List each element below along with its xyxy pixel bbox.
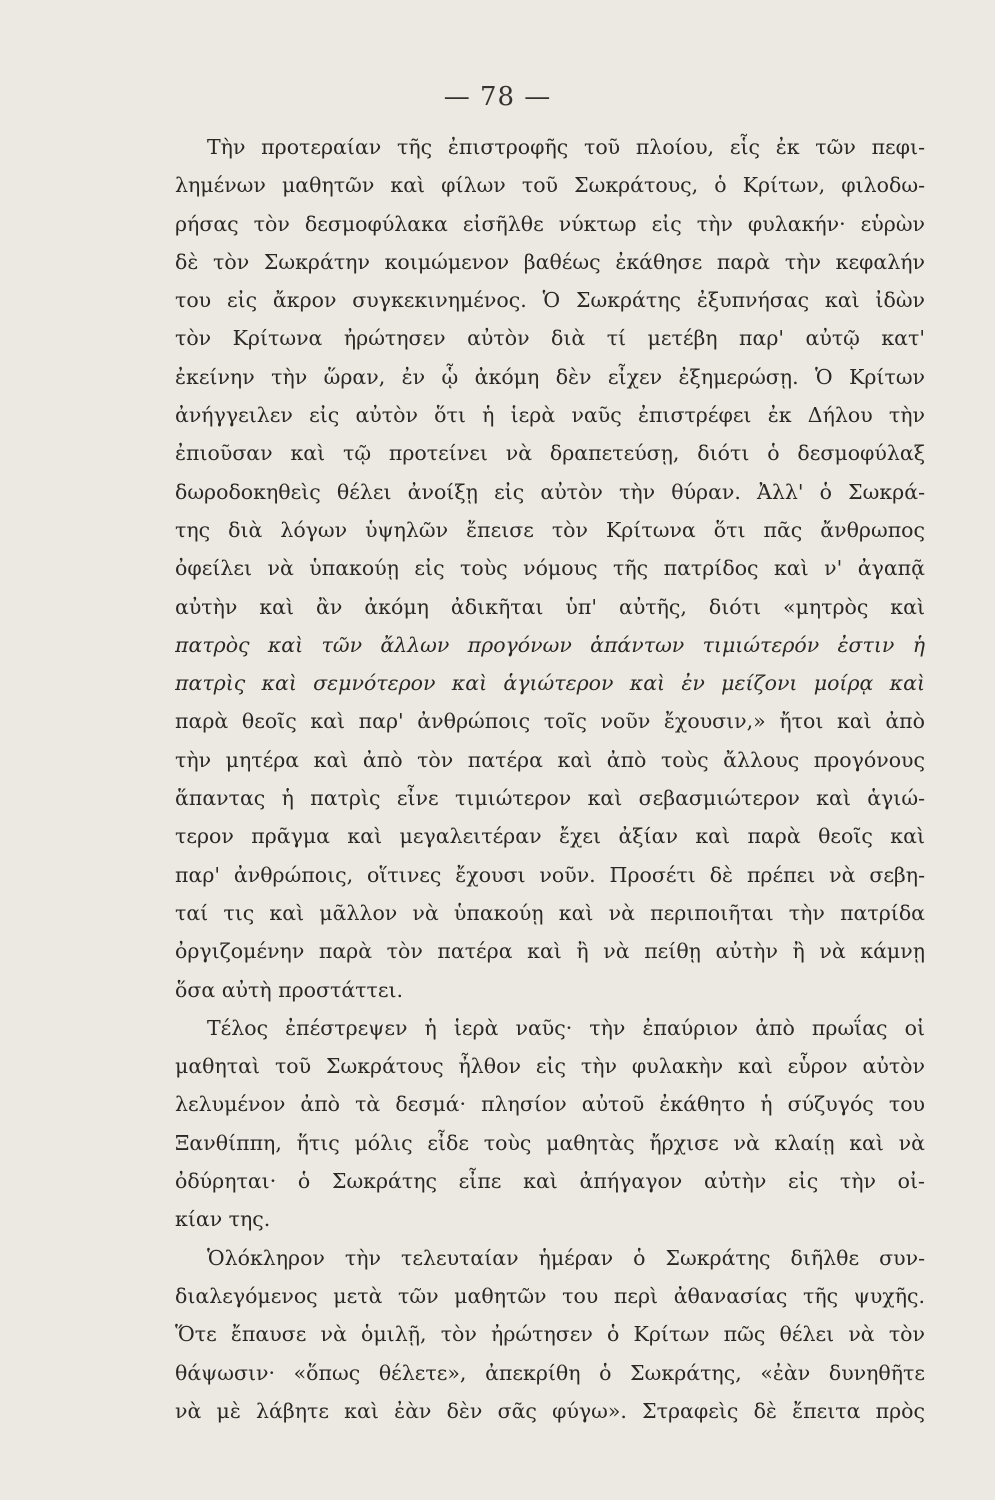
text-line: διαλεγόμενος μετὰ τῶν μαθητῶν του περὶ ἀθανασίας τῆς ψυχῆς.	[175, 1283, 925, 1308]
text-line: ὀδύρηται· ὁ Σωκράτης εἶπε καὶ ἀπήγαγον αὐτὴν εἰς τὴν οἰ-	[175, 1169, 925, 1194]
paragraph	[175, 1239, 925, 1430]
text-line: λελυμένον ἀπὸ τὰ δεσμά· πλησίον αὐτοῦ ἐκάθητο ἡ σύζυγός του	[175, 1092, 925, 1117]
paragraph	[175, 128, 925, 1009]
text-line: παρὰ θεοῖς καὶ παρ' ἀνθρώποις τοῖς νοῦν ἔχουσιν,» ἤτοι καὶ ἀπὸ	[175, 709, 925, 734]
text-line: νὰ μὲ λάβητε καὶ ἐὰν δὲν σᾶς φύγω». Στραφεὶς δὲ ἔπειτα πρὸς	[175, 1398, 925, 1423]
text-line: παρ' ἀνθρώποις, οἵτινες ἔχουσι νοῦν. Προσέτι δὲ πρέπει νὰ σεβη-	[175, 862, 925, 887]
text-line: κίαν της.	[175, 1207, 271, 1232]
text-line: ἅπαντας ἡ πατρὶς εἶνε τιμιώτερον καὶ σεβασμιώτερον καὶ ἁγιώ-	[175, 786, 925, 811]
text-line: Ὅτε ἔπαυσε νὰ ὁμιλῇ, τὸν ἠρώτησεν ὁ Κρίτων πῶς θέλει νὰ τὸν	[175, 1322, 925, 1347]
paragraph	[175, 1009, 925, 1239]
text-line: της διὰ λόγων ὑψηλῶν ἔπεισε τὸν Κρίτωνα ὅτι πᾶς ἄνθρωπος	[175, 517, 925, 542]
text-line: θάψωσιν· «ὅπως θέλετε», ἀπεκρίθη ὁ Σωκράτης, «ἐὰν δυνηθῆτε	[175, 1360, 925, 1385]
text-line: αὐτὴν καὶ ἂν ἀκόμη ἀδικῆται ὑπ' αὐτῆς, διότι «μητρὸς καὶ	[175, 594, 925, 619]
text-line: Τὴν προτεραίαν τῆς ἐπιστροφῆς τοῦ πλοίου, εἷς ἐκ τῶν πεφι-	[207, 135, 925, 159]
text-line: ταί τις καὶ μᾶλλον νὰ ὑπακούῃ καὶ νὰ περιποιῆται τὴν πατρίδα	[175, 900, 925, 925]
text-line: ὅσα αὐτὴ προστάττει.	[175, 977, 404, 1002]
text-line: δωροδοκηθεὶς θέλει ἀνοίξῃ εἰς αὐτὸν τὴν θύραν. Ἀλλ' ὁ Σωκρά-	[175, 479, 925, 504]
text-line: λημένων μαθητῶν καὶ φίλων τοῦ Σωκράτους, ὁ Κρίτων, φιλοδω-	[175, 173, 925, 198]
text-line: ρήσας τὸν δεσμοφύλακα εἰσῆλθε νύκτωρ εἰς τὴν φυλακήν· εὑρὼν	[175, 211, 925, 236]
text-line: ἐκείνην τὴν ὥραν, ἐν ᾧ ἀκόμη δὲν εἶχεν ἐξημερώσῃ. Ὁ Κρίτων	[175, 364, 925, 389]
quoted-text-line: πατρὶς καὶ σεμνότερον καὶ ἁγιώτερον καὶ ἐν μείζονι μοίρᾳ καὶ	[175, 671, 925, 696]
text-line: δὲ τὸν Σωκράτην κοιμώμενον βαθέως ἐκάθησε παρὰ τὴν κεφαλήν	[175, 249, 925, 274]
text-line: Ξανθίππη, ἥτις μόλις εἶδε τοὺς μαθητὰς ἤρχισε νὰ κλαίῃ καὶ νὰ	[175, 1130, 925, 1155]
text-line: τὸν Κρίτωνα ἠρώτησεν αὐτὸν διὰ τί μετέβη παρ' αὐτῷ κατ'	[175, 326, 925, 351]
text-line: τερον πρᾶγμα καὶ μεγαλειτέραν ἔχει ἀξίαν καὶ παρὰ θεοῖς καὶ	[175, 824, 925, 849]
text-line: μαθηταὶ τοῦ Σωκράτους ἦλθον εἰς τὴν φυλακὴν καὶ εὗρον αὐτὸν	[175, 1054, 925, 1079]
page-number: — 78 —	[443, 82, 552, 112]
text-line: ἐπιοῦσαν καὶ τῷ προτείνει νὰ δραπετεύσῃ, διότι ὁ δεσμοφύλαξ	[175, 441, 925, 466]
text-line: ἀνήγγειλεν εἰς αὐτὸν ὅτι ἡ ἱερὰ ναῦς ἐπιστρέφει ἐκ Δήλου τὴν	[175, 403, 925, 428]
text-line: Τέλος ἐπέστρεψεν ἡ ἱερὰ ναῦς· τὴν ἐπαύριον ἀπὸ πρωΐας οἱ	[207, 1015, 925, 1040]
text-line: τὴν μητέρα καὶ ἀπὸ τὸν πατέρα καὶ ἀπὸ τοὺς ἄλλους προγόνους	[175, 747, 925, 772]
text-line: του εἰς ἄκρον συγκεκινημένος. Ὁ Σωκράτης ἐξυπνήσας καὶ ἰδὼν	[175, 288, 925, 313]
quoted-text-line: πατρὸς καὶ τῶν ἄλλων προγόνων ἁπάντων τιμιώτερόν ἐστιν ἡ	[175, 632, 925, 657]
text-line: Ὁλόκληρον τὴν τελευταίαν ἡμέραν ὁ Σωκράτης διῆλθε συν-	[207, 1245, 925, 1270]
body-text	[175, 128, 925, 1430]
text-line: ὀργιζομένην παρὰ τὸν πατέρα καὶ ἢ νὰ πείθῃ αὐτὴν ἢ νὰ κάμνῃ	[175, 939, 925, 964]
text-line: ὀφείλει νὰ ὑπακούῃ εἰς τοὺς νόμους τῆς πατρίδος καὶ ν' ἀγαπᾷ	[175, 556, 925, 581]
